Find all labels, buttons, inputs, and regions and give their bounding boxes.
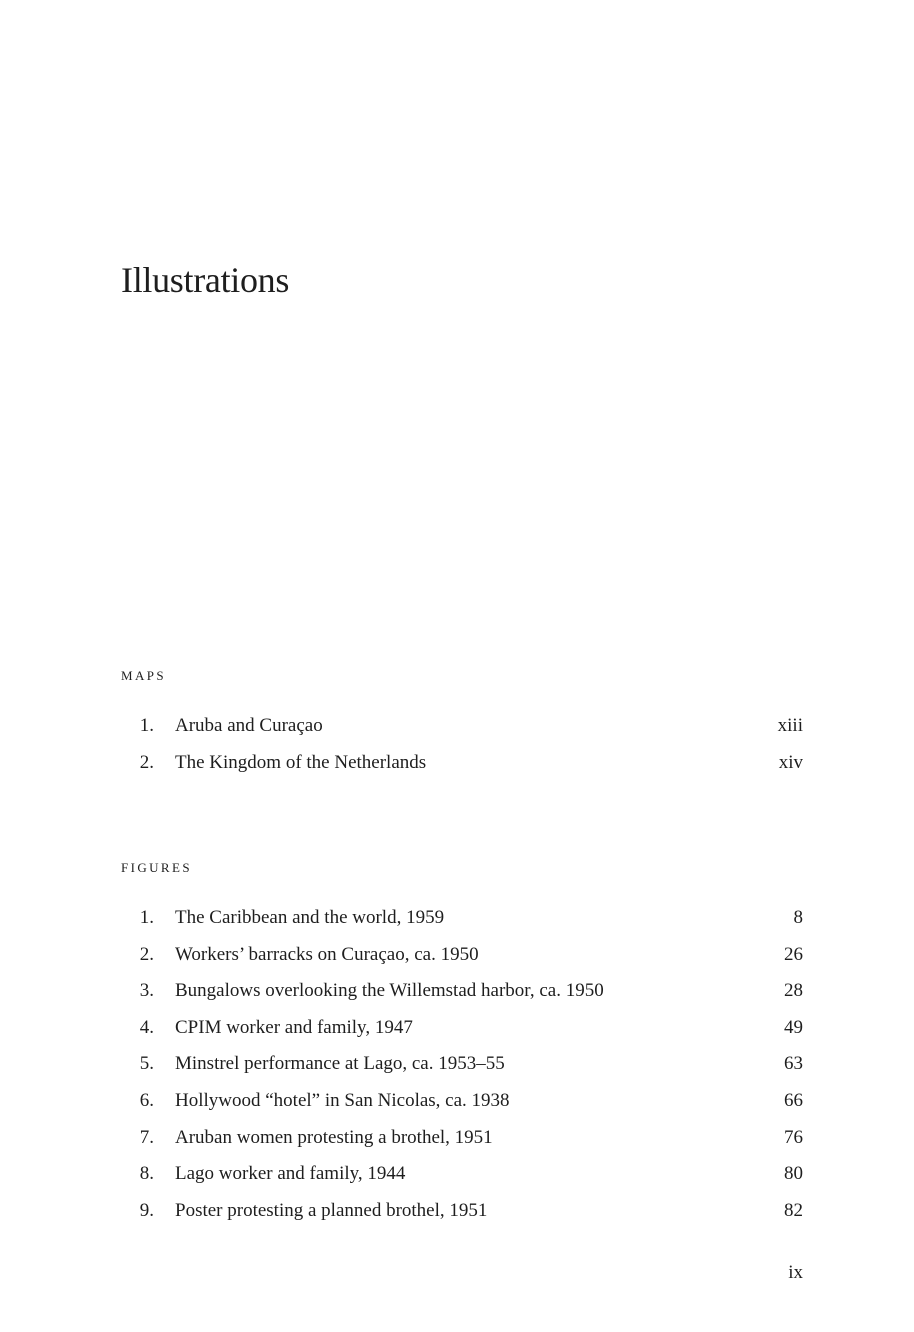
entry-page-number: 28 <box>784 980 803 1002</box>
figure-entry <box>121 1083 803 1120</box>
figure-entry <box>121 1156 803 1193</box>
figure-entry <box>121 1193 803 1230</box>
figure-entry <box>121 900 803 937</box>
map-entry <box>121 708 803 745</box>
entry-title: The Caribbean and the world, 1959 <box>175 907 445 928</box>
entry-title: CPIM worker and family, 1947 <box>175 1016 413 1038</box>
entry-title: Bungalows overlooking the Willemstad harbor, ca. 1950 <box>175 980 604 1002</box>
maps-list <box>121 708 803 781</box>
entry-number: 9. <box>139 1199 154 1221</box>
entry-number: 1. <box>139 715 154 736</box>
figures-heading: FIGURES <box>121 860 192 875</box>
entry-number: 2. <box>139 751 154 773</box>
entry-page-number: xiv <box>778 751 803 773</box>
figure-entry <box>121 973 803 1010</box>
entry-number: 8. <box>139 1163 154 1185</box>
entry-page-number: 82 <box>784 1199 803 1221</box>
entry-page-number: 76 <box>784 1126 803 1148</box>
entry-number: 6. <box>139 1089 154 1111</box>
entry-number: 5. <box>139 1053 154 1075</box>
entry-number: 2. <box>139 943 154 965</box>
page-title: Illustrations <box>121 260 290 300</box>
entry-title: Aruba and Curaçao <box>175 715 323 736</box>
map-entry <box>121 745 803 782</box>
entry-page-number: 49 <box>784 1016 803 1038</box>
maps-heading: MAPS <box>121 668 167 683</box>
entry-number: 7. <box>139 1126 154 1148</box>
entry-title: Minstrel performance at Lago, ca. 1953–55 <box>175 1053 505 1075</box>
entry-number: 3. <box>139 980 154 1002</box>
entry-title: Workers’ barracks on Curaçao, ca. 1950 <box>175 943 479 965</box>
entry-title: Lago worker and family, 1944 <box>175 1163 406 1185</box>
entry-page-number: 8 <box>793 907 803 928</box>
figure-entry <box>121 1046 803 1083</box>
entry-title: Hollywood “hotel” in San Nicolas, ca. 1938 <box>175 1089 510 1111</box>
figure-entry <box>121 1120 803 1157</box>
entry-page-number: xiii <box>777 715 803 736</box>
entry-number: 4. <box>139 1016 154 1038</box>
entry-title: The Kingdom of the Netherlands <box>175 751 427 773</box>
entry-title: Poster protesting a planned brothel, 1951 <box>175 1199 488 1221</box>
figure-entry <box>121 937 803 974</box>
entry-number: 1. <box>139 907 154 928</box>
figures-list <box>121 900 803 1229</box>
page-folio: ix <box>788 1262 803 1283</box>
entry-page-number: 66 <box>784 1089 803 1111</box>
entry-page-number: 63 <box>784 1053 803 1075</box>
figure-entry <box>121 1010 803 1047</box>
entry-page-number: 80 <box>784 1163 803 1185</box>
entry-page-number: 26 <box>784 943 803 965</box>
entry-title: Aruban women protesting a brothel, 1951 <box>175 1126 493 1148</box>
